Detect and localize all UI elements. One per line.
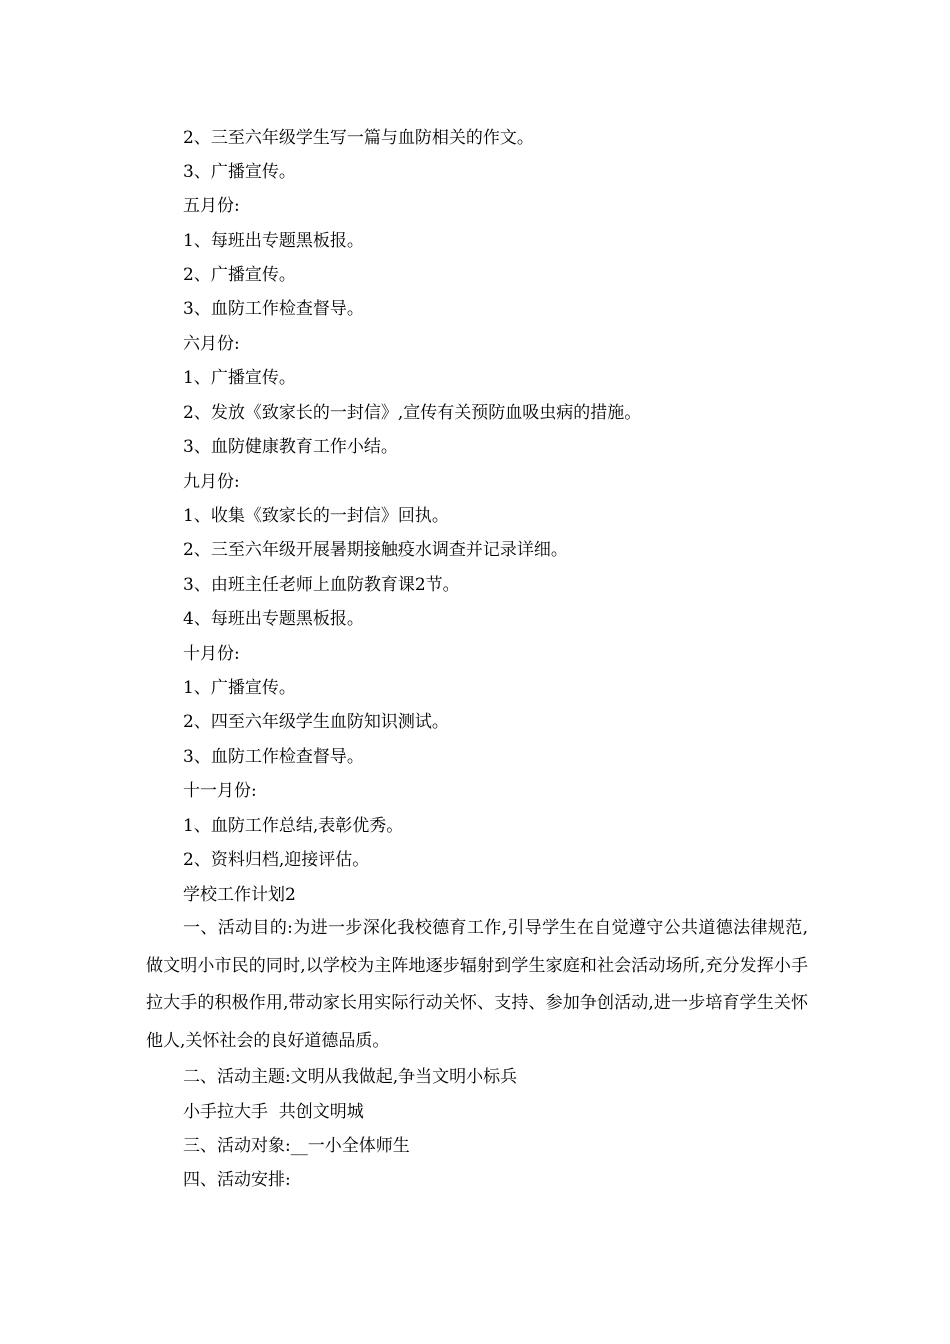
- text-line: 3、血防工作检查督导。: [183, 747, 364, 767]
- section-heading: 十一月份:: [183, 781, 257, 801]
- text-line: 2、资料归档,迎接评估。: [183, 850, 370, 870]
- text-line: 1、血防工作总结,表彰优秀。: [183, 816, 404, 836]
- section-heading: 六月份:: [183, 334, 240, 354]
- text-line: 3、由班主任老师上血防教育课2节。: [183, 575, 460, 595]
- text-line: 1、广播宣传。: [183, 368, 296, 388]
- section-heading: 十月份:: [183, 644, 240, 664]
- text-line: 3、广播宣传。: [183, 162, 296, 182]
- text-line: 2、广播宣传。: [183, 265, 296, 285]
- plan-title: 学校工作计划2: [183, 885, 296, 905]
- text-line: 四、活动安排:: [183, 1170, 291, 1190]
- section-heading: 五月份:: [183, 196, 240, 216]
- purpose-paragraph: 一、活动目的:为进一步深化我校德育工作,引导学生在自觉遵守公共道德法律规范,做文明小市民的同时,以学校为主阵地逐步辐射到学生家庭和社会活动场所,充分发挥小手拉大手的积极作用,带动家长用实际行动关怀、支持、参加争创活动,进一步培育学生关怀他人,关怀社会的良好道德品质。: [146, 918, 808, 1051]
- text-line: 2、四至六年级学生血防知识测试。: [183, 712, 449, 732]
- text-line: 4、每班出专题黑板报。: [183, 609, 364, 629]
- text-line: 1、广播宣传。: [183, 678, 296, 698]
- text-line: 2、三至六年级开展暑期接触疫水调查并记录详细。: [183, 540, 568, 560]
- text-line: 3、血防工作检查督导。: [183, 299, 364, 319]
- text-line: 2、三至六年级学生写一篇与血防相关的作文。: [183, 128, 534, 148]
- text-line: 二、活动主题:文明从我做起,争当文明小标兵: [183, 1067, 518, 1087]
- text-line: 1、收集《致家长的一封信》回执。: [183, 506, 449, 526]
- text-line: 三、活动对象:__一小全体师生: [183, 1136, 410, 1156]
- text-line: 3、血防健康教育工作小结。: [183, 437, 398, 457]
- text-line: 1、每班出专题黑板报。: [183, 231, 364, 251]
- text-line: 小手拉大手 共创文明城: [183, 1102, 364, 1122]
- section-heading: 九月份:: [183, 472, 240, 492]
- text-line: 2、发放《致家长的一封信》,宣传有关预防血吸虫病的措施。: [183, 403, 642, 423]
